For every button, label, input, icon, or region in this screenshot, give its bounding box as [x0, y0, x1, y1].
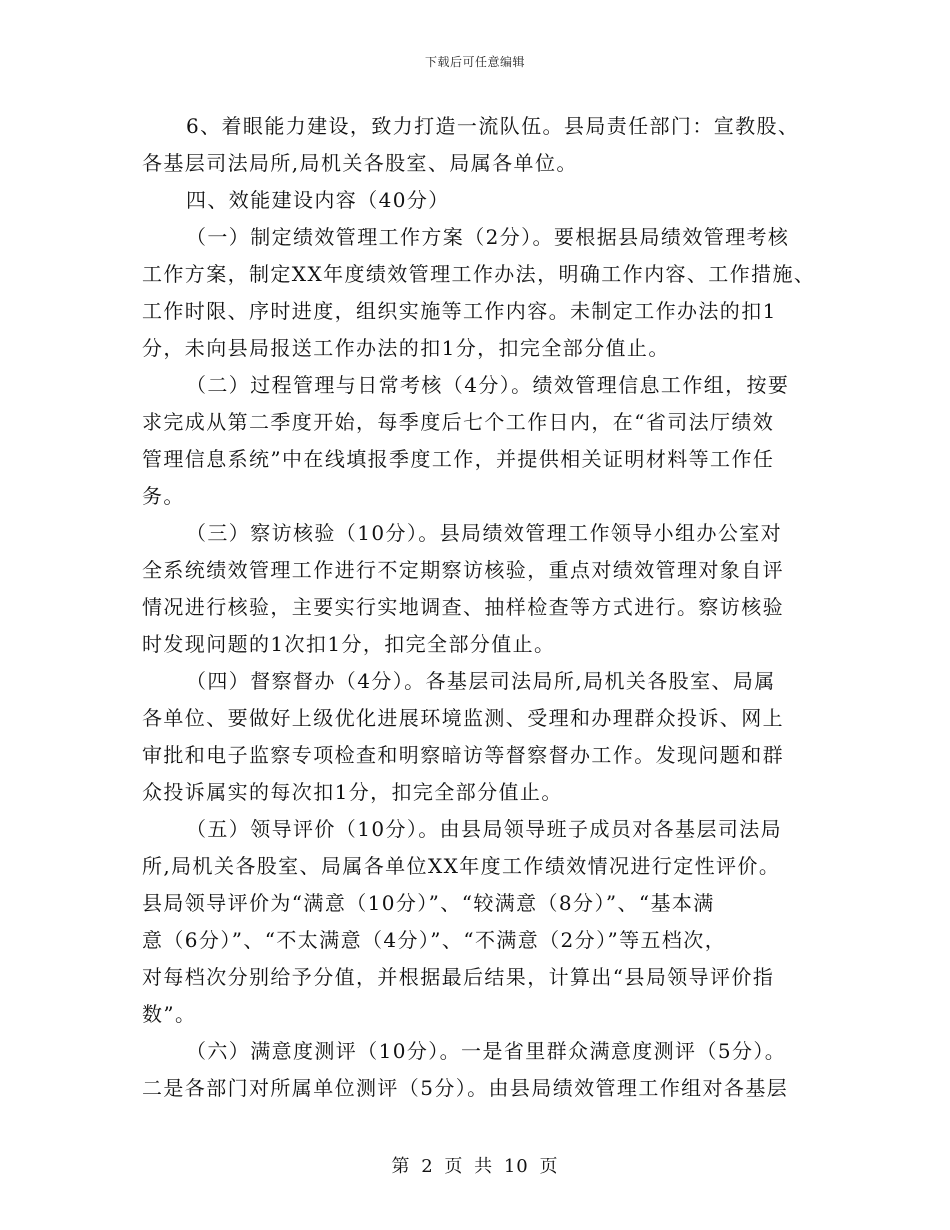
page-number-footer: 第 2 页 共 10 页 — [391, 1156, 559, 1177]
paragraph-line: 情况进行核验，主要实行实地调查、抽样检查等方式进行。察访核验 — [142, 595, 784, 619]
paragraph-line: 分，未向县局报送工作办法的扣1分，扣完全部分值止。 — [142, 336, 670, 360]
paragraph-line: 各单位、要做好上级优化进展环境监测、受理和办理群众投诉、网上 — [142, 706, 784, 730]
paragraph-line: 对每档次分别给予分值，并根据最后结果，计算出“县局领导评价指 — [142, 965, 775, 989]
paragraph-line: （四）督察督办（4分）。各基层司法局所,局机关各股室、局属 — [186, 669, 776, 693]
paragraph-line: 时发现问题的1次扣1分，扣完全部分值止。 — [142, 632, 556, 656]
paragraph-line: 工作方案，制定XX年度绩效管理工作办法，明确工作内容、工作措施、 — [142, 262, 816, 286]
paragraph-line: （二）过程管理与日常考核（4分）。绩效管理信息工作组，按要 — [186, 373, 790, 397]
page-header: 下载后可任意编辑 — [424, 55, 525, 69]
paragraph-line: （三）察访核验（10分）。县局绩效管理工作领导小组办公室对 — [186, 521, 783, 545]
paragraph-line: （一）制定绩效管理工作方案（2分）。要根据县局绩效管理考核 — [186, 225, 790, 249]
paragraph-line: 6、着眼能力建设，致力打造一流队伍。县局责任部门：宣教股、 — [186, 114, 800, 138]
document-body — [142, 108, 814, 1107]
paragraph-line: 数”。 — [142, 1002, 197, 1026]
paragraph-line: 所,局机关各股室、局属各单位XX年度工作绩效情况进行定性评价。 — [142, 854, 781, 878]
paragraph-line: 县局领导评价为“满意（10分）”、“较满意（8分）”、“基本满 — [142, 891, 715, 915]
paragraph-line: 意（6分）”、“不太满意（4分）”、“不满意（2分）”等五档次， — [142, 928, 727, 952]
section-heading: 四、效能建设内容（40分） — [186, 188, 450, 212]
paragraph-line: 管理信息系统”中在线填报季度工作，并提供相关证明材料等工作任 — [142, 447, 775, 471]
paragraph-line: 务。 — [142, 484, 185, 508]
paragraph-line: 工作时限、序时进度，组织实施等工作内容。未制定工作办法的扣1 — [142, 299, 777, 323]
paragraph-line: 求完成从第二季度开始，每季度后七个工作日内，在“省司法厅绩效 — [142, 410, 775, 434]
paragraph-line: 全系统绩效管理工作进行不定期察访核验，重点对绩效管理对象自评 — [142, 558, 784, 582]
paragraph-line: 二是各部门对所属单位测评（5分）。由县局绩效管理工作组对各基层 — [142, 1076, 789, 1100]
paragraph-line: （五）领导评价（10分）。由县局领导班子成员对各基层司法局 — [186, 817, 783, 841]
paragraph-line: 众投诉属实的每次扣1分，扣完全部分值止。 — [142, 780, 563, 804]
paragraph-line: 各基层司法局所,局机关各股室、局属各单位。 — [142, 151, 578, 175]
paragraph-line: 审批和电子监察专项检查和明察暗访等督察督办工作。发现问题和群 — [142, 743, 784, 767]
paragraph-line: （六）满意度测评（10分）。一是省里群众满意度测评（5分）。 — [186, 1039, 787, 1063]
